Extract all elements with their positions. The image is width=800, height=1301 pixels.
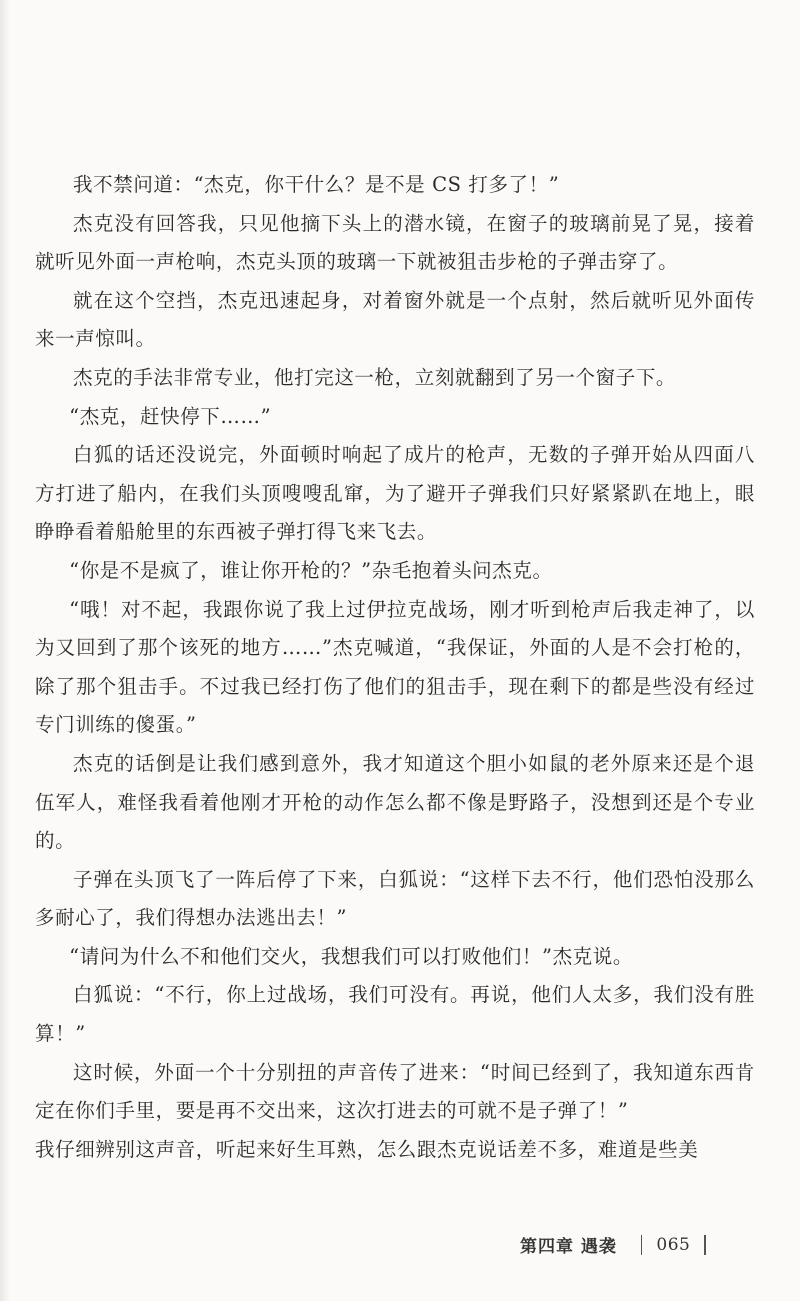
paragraph: 白狐说：“不行，你上过战场，我们可没有。再说，他们人太多，我们没有胜算！”: [35, 983, 755, 1046]
page-number: 065: [656, 1234, 691, 1255]
paragraph: 杰克的手法非常专业，他打完这一枪，立刻就翻到了另一个窗子下。: [73, 365, 677, 389]
paragraph: 这时候，外面一个十分别扭的声音传了进来：“时间已经到了，我知道东西肯定在你们手里，要是再不交出来，这次打进去的可就不是子弹了！”: [35, 1060, 755, 1123]
chapter-title: 第四章 遇袭: [520, 1237, 617, 1257]
paragraph: 就在这个空挡，杰克迅速起身，对着窗外就是一个点射，然后就听见外面传来一声惊叫。: [35, 288, 755, 351]
paragraph: “你是不是疯了，谁让你开枪的？”杂毛抱着头问杰克。: [69, 558, 553, 582]
footer-divider: [641, 1235, 643, 1255]
body-text: [35, 166, 755, 1169]
footer-divider: [704, 1235, 706, 1255]
paragraph: “杰克，赶快停下……”: [69, 404, 272, 428]
paragraph: 我不禁问道：“杰克，你干什么？是不是 CS 打多了！”: [73, 173, 560, 196]
page-footer: [520, 1232, 720, 1257]
paragraph: 子弹在头顶飞了一阵后停了下来，白狐说：“这样下去不行，他们恐怕没那么多耐心了，我们得想办法逃出去！”: [35, 867, 755, 930]
paragraph: “哦！对不起，我跟你说了我上过伊拉克战场，刚才听到枪声后我走神了，以为又回到了那个该死的地方……”杰克喊道，“我保证，外面的人是不会打枪的，除了那个狙击手。不过我已经打伤了他们的狙击手，现在剩下的都是些没有经过专门训练的傻蛋。”: [35, 597, 755, 737]
paragraph: 白狐的话还没说完，外面顿时响起了成片的枪声，无数的子弹开始从四面八方打进了船内，在我们头顶嗖嗖乱窜，为了避开子弹我们只好紧紧趴在地上，眼睁睁看着船舱里的东西被子弹打得飞来飞去。: [35, 443, 755, 544]
paragraph: 我仔细辨别这声音，听起来好生耳熟，怎么跟杰克说话差不多，难道是些美: [35, 1137, 699, 1161]
paragraph: 杰克的话倒是让我们感到意外，我才知道这个胆小如鼠的老外原来还是个退伍军人，难怪我看着他刚才开枪的动作怎么都不像是野路子，没想到还是个专业的。: [35, 751, 755, 853]
paragraph: “请问为什么不和他们交火，我想我们可以打败他们！”杰克说。: [69, 944, 633, 968]
paragraph: 杰克没有回答我，只见他摘下头上的潜水镜，在窗子的玻璃前晃了晃，接着就听见外面一声枪响，杰克头顶的玻璃一下就被狙击步枪的子弹击穿了。: [35, 211, 755, 274]
page-binding-edge: [0, 0, 10, 1301]
